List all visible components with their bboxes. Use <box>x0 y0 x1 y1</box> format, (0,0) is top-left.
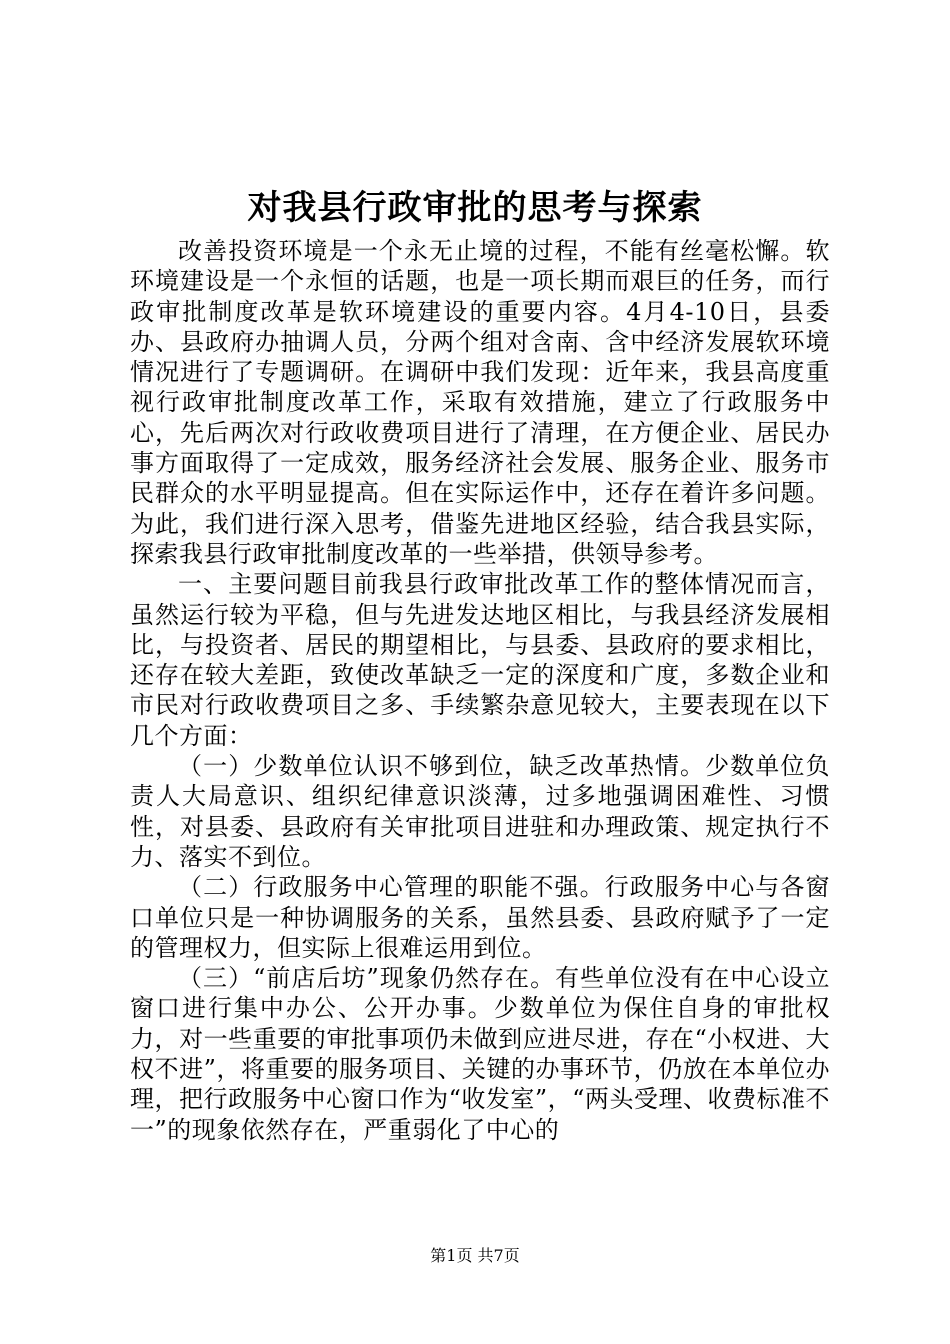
paragraph-main-problems: 一、主要问题目前我县行政审批改革工作的整体情况而言，虽然运行较为平稳，但与先进发达地区相比，与我县经济发展相比，与投资者、居民的期望相比，与县委、县政府的要求相比，还存在较大差距，致使改革缺乏一定的深度和广度，多数企业和市民对行政收费项目之多、手续繁杂意见较大，主要表现在以下几个方面： <box>130 570 830 750</box>
paragraph-problem-3: （三）“前店后坊”现象仍然存在。有些单位没有在中心设立窗口进行集中办公、公开办事。少数单位为保住自身的审批权力，对一些重要的审批事项仍未做到应进尽进，存在“小权进、大权不进”，将重要的服务项目、关键的办事环节，仍放在本单位办理，把行政服务中心窗口作为“收发室”，“两头受理、收费标准不一”的现象依然存在，严重弱化了中心的 <box>130 964 830 1144</box>
paragraph-problem-2: （二）行政服务中心管理的职能不强。行政服务中心与各窗口单位只是一种协调服务的关系，虽然县委、县政府赋予了一定的管理权力，但实际上很难运用到位。 <box>130 873 830 962</box>
page-footer: 第1页 共7页 <box>430 1246 520 1265</box>
document-title: 对我县行政审批的思考与探索 <box>247 188 703 228</box>
paragraph-problem-1: （一）少数单位认识不够到位，缺乏改革热情。少数单位负责人大局意识、组织纪律意识淡薄，过多地强调困难性、习惯性，对县委、县政府有关审批项目进驻和办理政策、规定执行不力、落实不到位。 <box>130 752 830 871</box>
document-body <box>130 236 830 1145</box>
paragraph-intro: 改善投资环境是一个永无止境的过程，不能有丝毫松懈。软环境建设是一个永恒的话题，也是一项长期而艰巨的任务，而行政审批制度改革是软环境建设的重要内容。4月4-10日，县委办、县政府办抽调人员，分两个组对含南、含中经济发展软环境情况进行了专题调研。在调研中我们发现：近年来，我县高度重视行政审批制度改革工作，采取有效措施，建立了行政服务中心，先后两次对行政收费项目进行了清理，在方便企业、居民办事方面取得了一定成效，服务经济社会发展、服务企业、服务市民群众的水平明显提高。但在实际运作中，还存在着许多问题。为此，我们进行深入思考，借鉴先进地区经验，结合我县实际，探索我县行政审批制度改革的一些举措，供领导参考。 <box>130 237 830 568</box>
